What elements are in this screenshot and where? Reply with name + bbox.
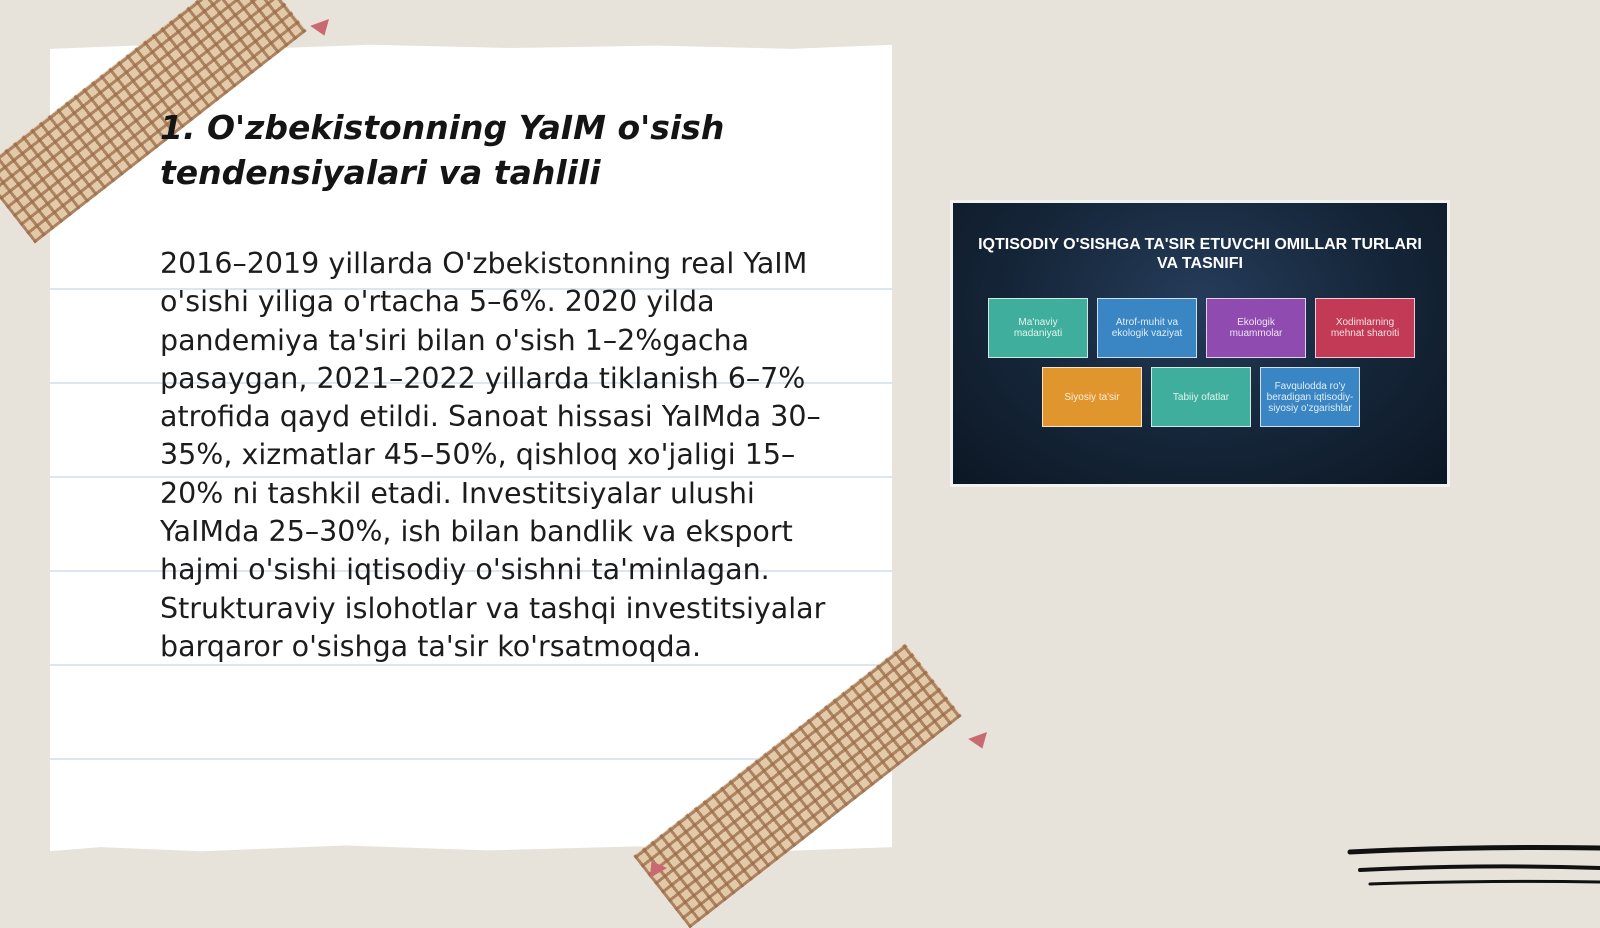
factor-box: Atrof-muhit va ekologik vaziyat [1097, 298, 1197, 358]
factor-box: Ekologik muammolar [1206, 298, 1306, 358]
slide-body-text: 2016–2019 yillarda O'zbekistonning real YaIM o'sishi yiliga o'rtacha 5–6%. 2020 yilda pandemiya ta'siri bilan o'sish 1–2%gacha pasaygan, 2021–2022 yillarda tiklanish 6–7% atrofida qayd etildi. Sanoat hissasi YaIMda 30–35%, xizmatlar 45–50%, qishloq xo'jaligi 15–20% ni tashkil etadi. Investitsiyalar ulushi YaIMda 25–30%, ish bilan bandlik va eksport hajmi o'sishi iqtisodiy o'sishni ta'minlagan. Strukturaviy islohotlar va tashqi investitsiyalar barqaror o'sishga ta'sir ko'rsatmoqda. [160, 247, 826, 663]
decorative-brush-strokes [1340, 840, 1600, 900]
diagram-title: IQTISODIY O'SISHGA TA'SIR ETUVCHI OMILLAR TURLARI VA TASNIFI [978, 236, 1422, 272]
factor-box: Xodimlarning mehnat sharoiti [1315, 298, 1415, 358]
factor-box: Siyosiy ta'sir [1042, 367, 1142, 427]
factors-diagram-image [950, 200, 1450, 487]
factor-box: Ma'naviy madaniyati [988, 298, 1088, 358]
pin-top [310, 19, 334, 39]
slide-title: 1. O'zbekistonning YaIM o'sish tendensiyalari va tahlili [160, 108, 725, 192]
factor-box: Favqulodda ro'y beradigan iqtisodiy-siyosiy o'zgarishlar [1260, 367, 1360, 427]
pin-bottom [968, 732, 992, 752]
factor-box: Tabiiy ofatlar [1151, 367, 1251, 427]
